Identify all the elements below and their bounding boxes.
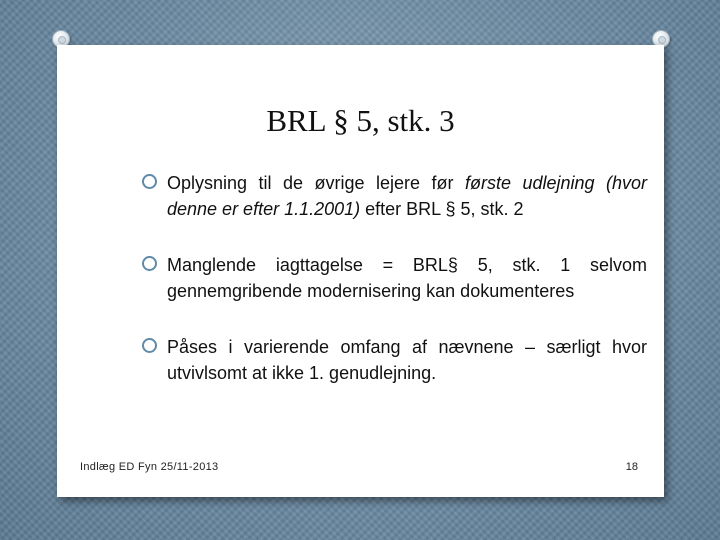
list-item xyxy=(142,252,647,304)
bullet-list xyxy=(142,170,647,416)
bullet-text xyxy=(167,334,647,386)
slide-card xyxy=(57,45,664,497)
bullet-text xyxy=(167,252,647,304)
bullet-text-segment: Påses i varierende omfang af nævnene – særligt hvor utvivlsomt at ikke 1. genudlejning. xyxy=(167,337,647,383)
bullet-text-segment: Manglende iagttagelse = BRL§ 5, stk. 1 selvom gennemgribende modernisering kan dokumenteres xyxy=(167,255,647,301)
bullet-text-segment: efter BRL § 5, stk. 2 xyxy=(360,199,524,219)
bullet-circle-icon xyxy=(142,338,157,353)
bullet-text-segment-italic: første udlejning (hvor denne er efter 1.1.2001) xyxy=(167,173,648,219)
bullet-text-segment: Oplysning til de øvrige lejere før xyxy=(167,173,465,193)
footer-text: Indlæg ED Fyn 25/11-2013 xyxy=(80,461,219,473)
list-item xyxy=(142,334,647,386)
bullet-circle-icon xyxy=(142,256,157,271)
page-number: 18 xyxy=(625,461,638,473)
bullet-circle-icon xyxy=(142,174,157,189)
slide-title: BRL § 5, stk. 3 xyxy=(266,103,455,138)
list-item xyxy=(142,170,647,222)
bullet-text xyxy=(167,170,647,222)
